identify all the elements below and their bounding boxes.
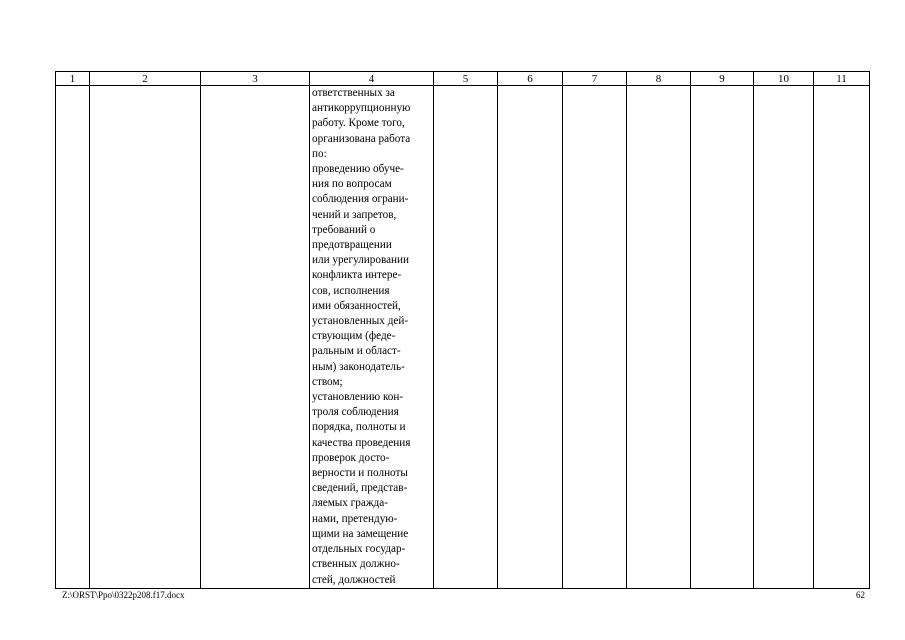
column-header-8: 8: [627, 72, 691, 86]
table-cell-col-7: [563, 86, 627, 589]
table-row: [56, 86, 870, 589]
table-cell-col-3: [201, 86, 310, 589]
table-cell-col-11: [814, 86, 870, 589]
table-cell-col-8: [627, 86, 691, 589]
column-header-11: 11: [814, 72, 870, 86]
table-cell-col-1: [56, 86, 90, 589]
table-cell-col-10: [754, 86, 814, 589]
column-header-1: 1: [56, 72, 90, 86]
table-cell-col-6: [498, 86, 563, 589]
column-header-9: 9: [691, 72, 754, 86]
document-table: [55, 71, 870, 589]
column-header-4: 4: [310, 72, 434, 86]
column-header-10: 10: [754, 72, 814, 86]
footer-page-number: 62: [856, 590, 865, 600]
column-header-2: 2: [90, 72, 201, 86]
cell-text-col-4: ответственных за антикоррупционную работу. Кроме того, организована работа по: проведению обуче- ния по вопросам соблюдения ограни- чений и запретов, требований о предотвращении или урегулировании конфликта интере- сов, исполнения ими обязанностей, установленных дей- ствующим (феде- ральным и област- ным) законодатель- ством; установлению кон- троля соблюдения порядка, полноты и качества проведения проверок досто- верности и полноты сведений, представ- ляемых гражда- нами, претендую- щими на замещение отдельных государ- ственных должно- стей, должностей: [312, 87, 411, 586]
column-header-5: 5: [434, 72, 498, 86]
column-header-7: 7: [563, 72, 627, 86]
table-cell-col-9: [691, 86, 754, 589]
column-header-6: 6: [498, 72, 563, 86]
table-cell-col-2: [90, 86, 201, 589]
table-cell-col-4: [310, 86, 434, 589]
column-header-3: 3: [201, 72, 310, 86]
table-cell-col-5: [434, 86, 498, 589]
footer-file-path: Z:\ORST\Ppo\0322p208.f17.docx: [62, 590, 185, 600]
table-header-row: [56, 72, 870, 86]
